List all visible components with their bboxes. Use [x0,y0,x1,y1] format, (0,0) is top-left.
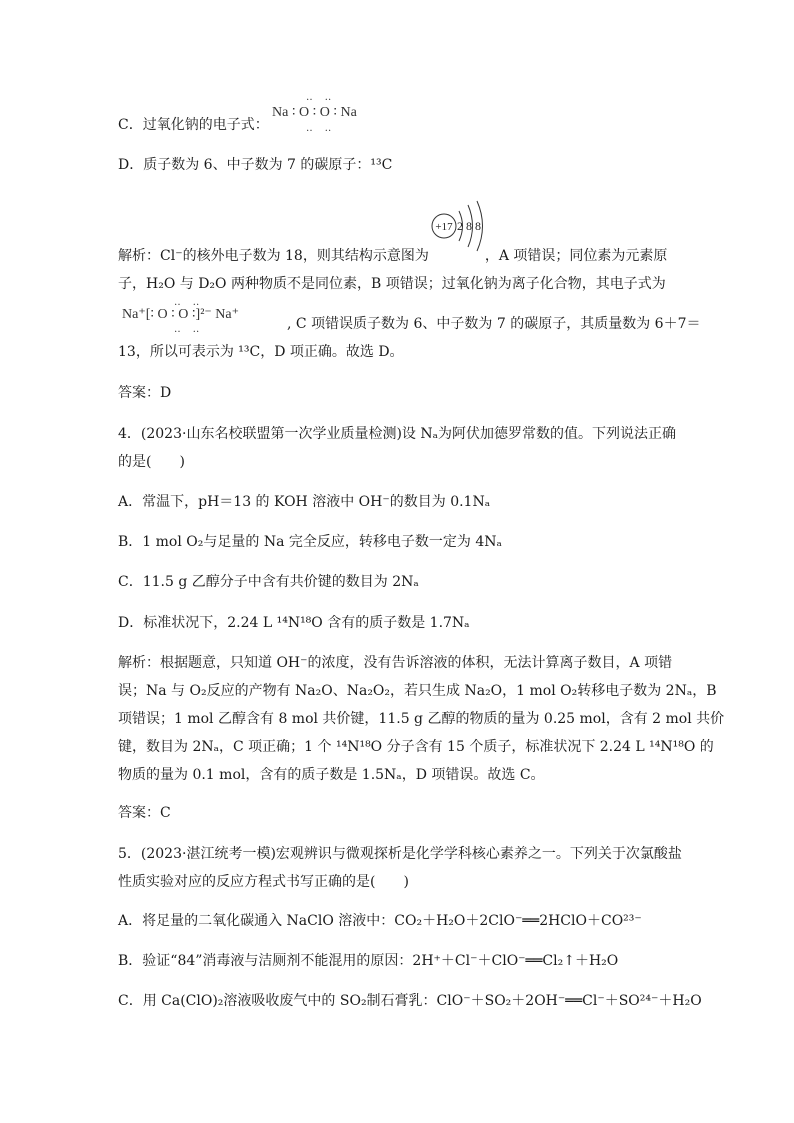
atom-shells-label: 2 8 8 [457,219,481,233]
q3-analysis-line2: 子，H₂O 与 D₂O 两种物质不是同位素，B 项错误；过氧化钠为离子化合物，其电子式为 [118,276,666,292]
q3-option-c [118,115,269,135]
q5-option-b: B．验证“84”消毒液与洁厕剂不能混用的原因：2H⁺＋Cl⁻＋ClO⁻══Cl₂↑＋H₂O [118,953,619,969]
q4-answer-value: C [160,805,171,821]
q5-option-c: C．用 Ca(ClO)₂溶液吸收废气中的 SO₂制石膏乳：ClO⁻＋SO₂＋2OH⁻══Cl⁻＋SO²⁴⁻＋H₂O [118,993,702,1009]
q3-analysis-line3: , C 项错误质子数为 6、中子数为 7 的碳原子，其质量数为 6＋7＝ [287,316,701,332]
q3-answer: 答案：D [118,385,172,401]
q4-answer: 答案：C [118,805,171,821]
q4-option-d: D．标准状况下，2.24 L ¹⁴N¹⁸O 含有的质子数是 1.7Nₐ [118,615,470,631]
q4-option-b: B．1 mol O₂与足量的 Na 完全反应，转移电子数一定为 4Nₐ [118,534,502,550]
q3-analysis-line4: 13，所以可表示为 ¹³C，D 项正确。故选 D。 [118,344,404,360]
q4-stem-line1: 4．(2023·山东名校联盟第一次学业质量检测)设 Nₐ为阿伏加德罗常数的值。下列说法正确 [118,426,677,442]
atom-nucleus-label: +17 [435,221,453,233]
q4-option-c: C．11.5 g 乙醇分子中含有共价键的数目为 2Nₐ [118,574,419,590]
q5-option-a: A．将足量的二氧化碳通入 NaClO 溶液中：CO₂＋H₂O＋2ClO⁻══2HClO＋CO²³⁻ [118,913,642,929]
q4-analysis-line2: 误；Na 与 O₂反应的产物有 Na₂O、Na₂O₂，若只生成 Na₂O，1 mol O₂转移电子数为 2Nₐ，B [118,683,717,699]
q4-stem-line2: 的是( ) [118,454,185,470]
analysis-label: 解析： [118,248,160,264]
q3-analysis-line1: 解析：Cl⁻的核外电子数为 18，则其结构示意图为 ，A 项错误；同位素为元素原 [118,248,668,264]
q4-analysis-line1: 解析：根据题意，只知道 OH⁻的浓度，没有告诉溶液的体积，无法计算离子数目，A 项错 [118,655,673,671]
electron-formula: Na ∶ O ∶ O ∶ Na [272,105,357,120]
q4-option-a: A．常温下，pH＝13 的 KOH 溶液中 OH⁻的数目为 0.1Nₐ [118,494,491,510]
analysis-label: 解析： [118,655,160,671]
q5-stem-line1: 5．(2023·湛江统考一模)宏观辨识与微观探析是化学学科核心素养之一。下列关于次氯酸盐 [118,846,682,862]
q4-analysis-line5: 物质的量为 0.1 mol，含有的质子数是 1.5Nₐ，D 项错误。故选 C。 [118,767,545,783]
peroxide-ionic-formula: Na⁺[∶ O ∶ O ∶]²⁻ Na⁺ [122,307,239,322]
q3-option-d: D．质子数为 6、中子数为 7 的碳原子：¹³C [118,157,393,173]
q4-analysis-line3: 项错误；1 mol 乙醇含有 8 mol 共价键，11.5 g 乙醇的物质的量为 0.25 mol，含有 2 mol 共价 [118,711,725,727]
q3-option-c-text: C．过氧化钠的电子式： [118,117,269,133]
q4-analysis-line4: 键，数目为 2Nₐ，C 项正确；1 个 ¹⁴N¹⁸O 分子含有 15 个质子，标准状况下 2.24 L ¹⁴N¹⁸O 的 [118,739,714,755]
q5-stem-line2: 性质实验对应的反应方程式书写正确的是( ) [118,874,409,890]
q3-answer-value: D [160,385,172,401]
